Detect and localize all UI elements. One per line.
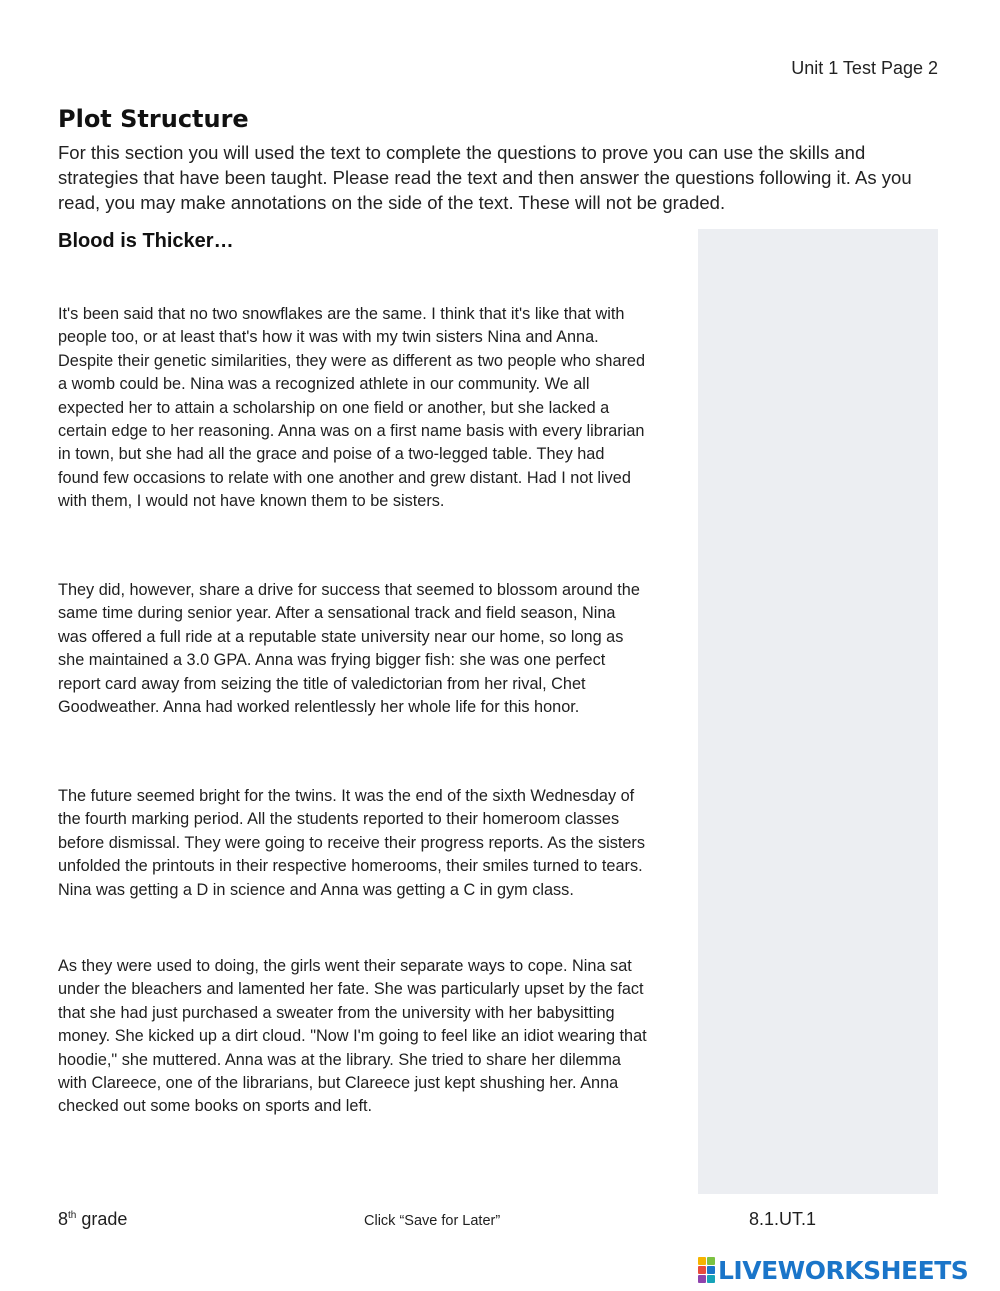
page-header-label: Unit 1 Test Page 2 — [791, 58, 938, 78]
paragraph-text: They did, however, share a drive for success that seemed to blossom around the same time during senior year. After a sensational track and field season, Nina was offered a full ride at a reputable state university near our home, so long as she maintained a 3.0 GPA. Anna was frying bigger fish: she was one perfect report card away from seizing the title of valedictorian from her rival, Chet Goodweather. Anna had worked relentlessly her whole life for this honor. — [58, 581, 640, 717]
grade-suffix: th — [68, 1210, 77, 1221]
story-paragraph-3 — [58, 785, 648, 902]
save-for-later-hint: Click “Save for Later” — [364, 1213, 501, 1229]
story-title: Blood is Thicker… — [58, 230, 234, 252]
brand-name: LIVEWORKSHEETS — [718, 1255, 969, 1285]
section-instructions: For this section you will used the text to complete the questions to prove you can use the skills and strategies that have been taught. Please read the text and then answer the questions following it. As you read, you may make annotations on the side of the text. These will not be graded. — [58, 142, 912, 213]
liveworksheets-logo-icon — [698, 1257, 715, 1283]
story-paragraph-1 — [58, 303, 648, 514]
section-title: Plot Structure — [58, 105, 249, 133]
paragraph-text: The future seemed bright for the twins. It was the end of the sixth Wednesday of the fourth marking period. All the students reported to their homeroom classes before dismissal. They were going to receive their progress reports. As the sisters unfolded the printouts in their respective homerooms, their smiles turned to tears. Nina was getting a D in science and Anna was getting a C in gym class. — [58, 787, 645, 899]
grade-word: grade — [76, 1209, 128, 1229]
liveworksheets-logo[interactable] — [698, 1256, 968, 1284]
story-paragraph-4 — [58, 955, 648, 1119]
footer-code: 8.1.UT.1 — [749, 1209, 817, 1229]
grade-number: 8 — [58, 1209, 69, 1229]
paragraph-text: It's been said that no two snowflakes are the same. I think that it's like that with people too, or at least that's how it was with my twin sisters Nina and Anna. Despite their genetic similarities, they were as different as two people who shared a womb could be. Nina was a recognized athlete in our community. We all expected her to attain a scholarship on one field or another, but she lacked a certain edge to her reasoning. Anna was on a first name basis with every librarian in town, but she had all the grace and poise of a two-legged table. They had found few occasions to relate with one another and grew distant. Had I not lived with them, I would not have known them to be sisters. — [58, 305, 646, 511]
story-paragraph-2 — [58, 579, 648, 719]
annotation-area[interactable] — [698, 229, 938, 1194]
paragraph-text: As they were used to doing, the girls went their separate ways to cope. Nina sat under the bleachers and lamented her fate. She was particularly upset by the fact that she had just purchased a sweater from the university with her babysitting money. She kicked up a dirt cloud. "Now I'm going to feel like an idiot wearing that hoodie," she muttered. Anna was at the library. She tried to share her dilemma with Clareece, one of the librarians, but Clareece just kept shushing her. Anna checked out some books on sports and left. — [58, 957, 647, 1116]
footer-grade — [58, 1209, 127, 1230]
